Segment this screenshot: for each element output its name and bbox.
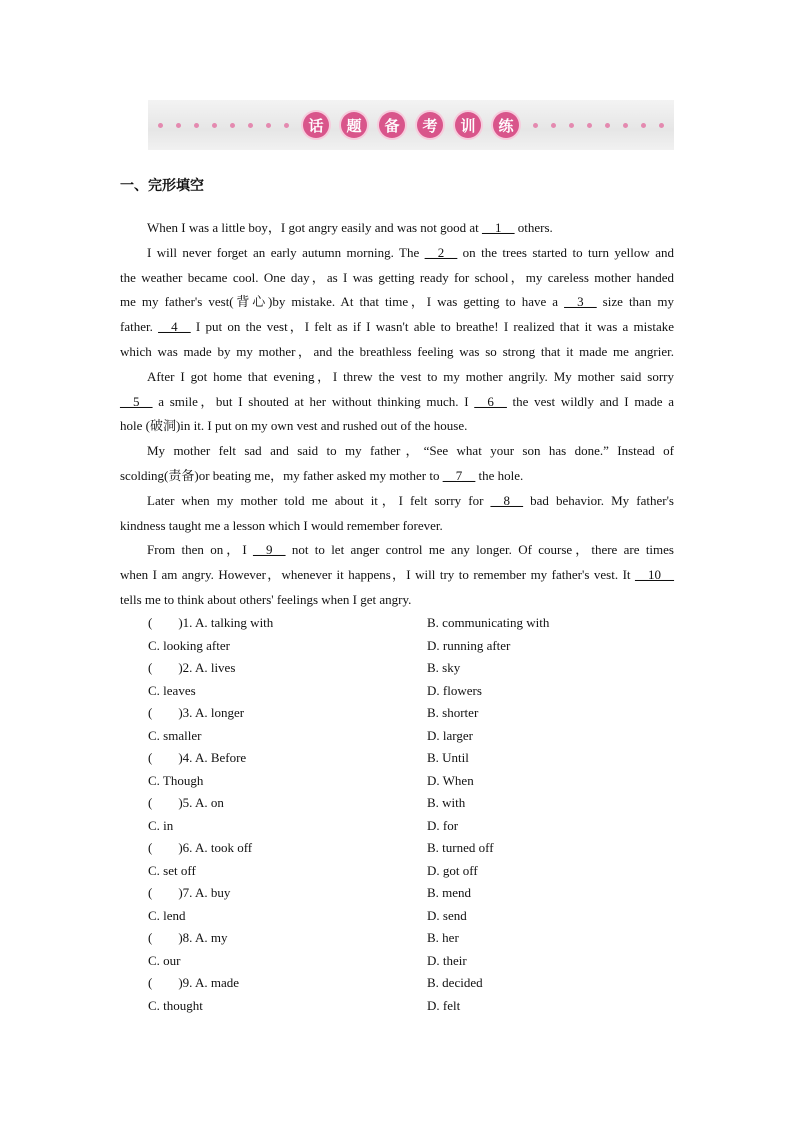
banner-title-char: 话 [303,112,329,138]
option-left: C. in [148,817,174,833]
decorative-dots-left [158,123,289,128]
passage-text: me my father's vest(背心)by mistake. At that time，I was getting to have a [120,294,565,310]
option-left: ( )9. A. made [148,975,239,990]
option-right: D. When [427,772,474,788]
option-left: C. Though [148,772,204,788]
option-row [148,882,674,905]
dot-ornament [230,123,235,128]
passage-text: When I was a little boy，I got angry easily and was not good at [147,220,483,235]
option-right: D. for [427,817,459,833]
passage-text: kindness taught me a lesson which I would remember forever. [120,517,443,533]
option-left: ( )4. A. Before [148,750,247,765]
dot-ornament [569,123,574,128]
passage-line [120,290,674,315]
dot-ornament [659,123,664,128]
option-row [148,680,674,703]
option-row [148,927,674,950]
passage-text: not to let anger control me any longer. Of course，there are times [285,542,674,558]
passage-text: Later when my mother told me about it，I felt sorry for [147,492,491,508]
dot-ornament [176,123,181,128]
option-row [148,860,674,883]
option-right: B. with [427,795,466,810]
passage-line [120,538,674,563]
dot-ornament [623,123,628,128]
dot-ornament [194,123,199,128]
cloze-passage [120,216,674,613]
option-right: B. her [427,930,459,945]
dot-ornament [284,123,289,128]
option-row [148,792,674,815]
option-row [148,950,674,973]
option-right: D. flowers [427,682,482,698]
passage-text: the vest wildly and I made a [506,393,674,409]
dot-ornament [605,123,610,128]
passage-text: which was made by my mother，and the breathless feeling was so strong that it made me angrier. [120,343,674,359]
option-row [148,815,674,838]
passage-line [120,588,674,613]
option-right: B. mend [427,885,472,900]
banner-title-char: 训 [455,112,481,138]
option-row [148,770,674,793]
option-right: B. communicating with [427,615,550,630]
passage-text: the weather became cool. One day，as I was getting ready for school，my careless mother handed [120,269,674,285]
passage-text: a smile，but I shouted at her without thinking much. I [152,393,475,409]
passage-line [120,514,674,539]
option-left: C. lend [148,907,186,923]
passage-text: size than my [596,294,674,310]
answer-blank: __2__ [424,244,458,260]
passage-line [120,414,674,439]
option-right: D. felt [427,997,461,1013]
answer-options [148,612,674,1017]
option-right: B. turned off [427,840,494,855]
option-left: ( )6. A. took off [148,840,253,855]
passage-line [120,216,674,241]
passage-line [120,241,674,266]
option-row [148,972,674,995]
option-left: C. set off [148,862,196,878]
dot-ornament [248,123,253,128]
passage-line [120,563,674,588]
option-row [148,657,674,680]
passage-text: I put on the vest，I felt as if I wasn't able to breathe! I realized that it was a mistake [190,319,674,335]
passage-text: My mother felt sad and said to my father，“See what your son has done.” Instead of [147,443,674,459]
option-left: ( )1. A. talking with [148,615,274,630]
option-right: B. shorter [427,705,479,720]
option-left: ( )7. A. buy [148,885,231,900]
option-right: D. their [427,952,467,968]
answer-blank: __4__ [158,319,191,335]
passage-text: on the trees started to turn yellow and [457,244,674,260]
option-row [148,837,674,860]
option-right: D. larger [427,727,473,743]
option-row [148,612,674,635]
title-banner [148,100,674,150]
option-left: C. leaves [148,682,196,698]
passage-text: the hole. [475,467,524,483]
passage-text: After I got home that evening，I threw the vest to my mother angrily. My mother said sorry [147,368,674,384]
option-left: C. our [148,952,181,968]
banner-title-char: 备 [379,112,405,138]
answer-blank: __1__ [482,220,515,235]
passage-line [120,390,674,415]
option-right: B. decided [427,975,483,990]
dot-ornament [587,123,592,128]
dot-ornament [266,123,271,128]
passage-text: I will never forget an early autumn morning. The [147,244,425,260]
answer-blank: __9__ [253,542,286,558]
option-row [148,635,674,658]
dot-ornament [533,123,538,128]
dot-ornament [212,123,217,128]
passage-line [120,464,674,489]
option-left: C. looking after [148,637,230,653]
answer-blank: __7__ [442,467,476,483]
passage-line [120,489,674,514]
decorative-dots-right [533,123,664,128]
banner-title-char: 练 [493,112,519,138]
passage-line [120,365,674,390]
answer-blank: __3__ [564,294,597,310]
option-row [148,905,674,928]
option-right: D. running after [427,637,511,653]
dot-ornament [158,123,163,128]
passage-text: father. [120,319,159,335]
passage-line [120,439,674,464]
passage-text: scolding(责备)or beating me，my father asked my mother to [120,467,443,483]
banner-title [303,112,519,138]
option-left: ( )8. A. my [148,930,228,945]
passage-text: others. [514,220,553,235]
section-heading: 一、完形填空 [120,178,204,194]
dot-ornament [641,123,646,128]
option-right: B. Until [427,750,469,765]
passage-text: when I am angry. However，whenever it happens，I will try to remember my father's vest. It [120,567,635,583]
passage-line [120,266,674,291]
option-left: ( )5. A. on [148,795,224,810]
option-left: C. smaller [148,727,202,743]
banner-title-char: 考 [417,112,443,138]
passage-text: bad behavior. My father's [523,492,674,508]
option-left: C. thought [148,997,203,1013]
passage-line [120,315,674,340]
answer-blank: __10__ [635,567,674,583]
option-row [148,702,674,725]
passage-text: From then on，I [147,542,253,558]
passage-text: tells me to think about others' feelings when I get angry. [120,591,412,607]
passage-text: hole (破洞)in it. I put on my own vest and rushed out of the house. [120,418,468,434]
answer-blank: __5__ [120,393,153,409]
option-right: D. got off [427,862,478,878]
option-row [148,725,674,748]
answer-blank: __8__ [490,492,524,508]
passage-line [120,340,674,365]
option-left: ( )3. A. longer [148,705,245,720]
option-row [148,995,674,1018]
answer-blank: __6__ [474,393,507,409]
option-left: ( )2. A. lives [148,660,236,675]
option-right: B. sky [427,660,461,675]
option-row [148,747,674,770]
option-right: D. send [427,907,467,923]
banner-title-char: 题 [341,112,367,138]
dot-ornament [551,123,556,128]
